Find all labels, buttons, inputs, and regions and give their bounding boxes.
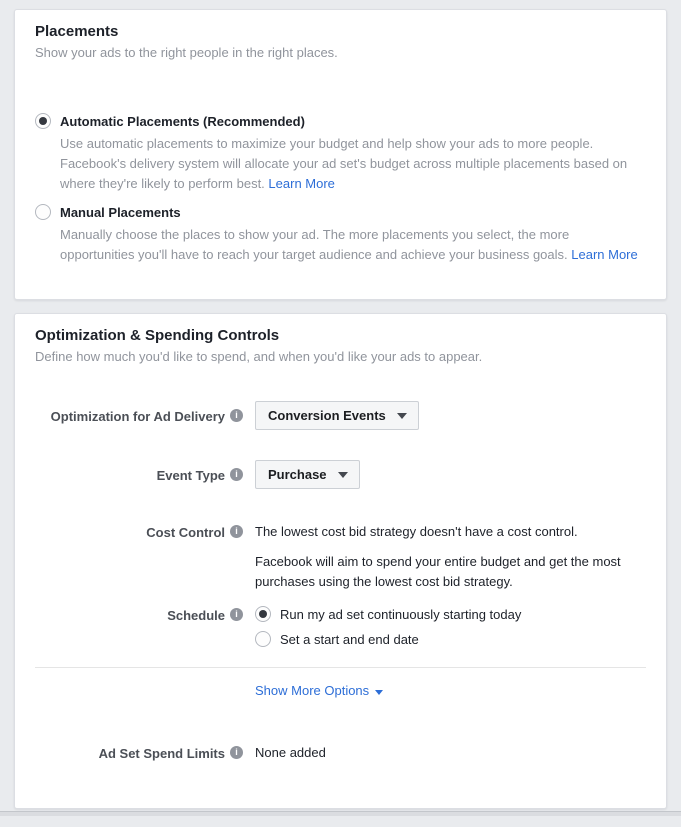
event-type-row bbox=[35, 460, 646, 489]
schedule-start-end-radio[interactable] bbox=[255, 631, 271, 647]
show-more-control bbox=[255, 682, 646, 700]
caret-down-icon bbox=[375, 690, 383, 695]
automatic-placements-option[interactable] bbox=[35, 113, 646, 129]
info-icon[interactable]: i bbox=[230, 525, 243, 538]
optimization-card bbox=[14, 313, 667, 809]
placements-subtitle: Show your ads to the right people in the right places. bbox=[35, 45, 338, 60]
ad-set-settings-page bbox=[0, 9, 681, 827]
ad-delivery-row bbox=[35, 401, 646, 430]
schedule-option-start-end[interactable] bbox=[255, 631, 646, 647]
placement-option-automatic bbox=[35, 113, 646, 194]
schedule-label: Schedule bbox=[167, 608, 225, 623]
automatic-placements-description bbox=[60, 134, 646, 194]
event-type-label-cell bbox=[35, 460, 243, 489]
info-icon[interactable]: i bbox=[230, 746, 243, 759]
spend-limits-row bbox=[35, 744, 646, 762]
cost-control-label: Cost Control bbox=[146, 525, 225, 540]
placement-option-manual bbox=[35, 204, 646, 265]
manual-placements-description bbox=[60, 225, 646, 265]
cost-control-line1: The lowest cost bid strategy doesn't have a cost control. bbox=[255, 524, 578, 539]
schedule-option-continuous[interactable] bbox=[255, 606, 646, 622]
learn-more-link[interactable]: Learn More bbox=[571, 247, 638, 262]
next-section-edge bbox=[0, 811, 681, 816]
show-more-spacer bbox=[35, 682, 243, 700]
placements-title: Placements bbox=[35, 23, 119, 40]
schedule-row bbox=[35, 606, 646, 647]
event-type-dropdown[interactable] bbox=[255, 460, 360, 489]
schedule-continuous-label: Run my ad set continuously starting today bbox=[280, 606, 522, 622]
show-more-options-link[interactable] bbox=[255, 682, 383, 700]
optimization-title: Optimization & Spending Controls bbox=[35, 327, 280, 344]
description-text: Manually choose the places to show your ad. The more placements you select, the more opportunities you'll have to reach your target audience and achieve your business goals. bbox=[60, 227, 570, 262]
caret-down-icon bbox=[338, 472, 348, 478]
description-text: Use automatic placements to maximize your budget and help show your ads to more people. Facebook's delivery system will allocate your ad set's budget across multiple placements based on where they're likely to perform best. bbox=[60, 136, 628, 191]
section-divider bbox=[35, 667, 646, 668]
ad-delivery-dropdown[interactable] bbox=[255, 401, 419, 430]
placements-card bbox=[14, 9, 667, 300]
event-type-value: Purchase bbox=[268, 467, 327, 482]
schedule-start-end-label: Set a start and end date bbox=[280, 631, 419, 647]
schedule-continuous-radio[interactable] bbox=[255, 606, 271, 622]
optimization-form bbox=[35, 401, 646, 762]
learn-more-link[interactable]: Learn More bbox=[268, 176, 335, 191]
cost-control-row bbox=[35, 523, 646, 592]
event-type-label: Event Type bbox=[156, 468, 225, 483]
info-icon[interactable]: i bbox=[230, 409, 243, 422]
cost-control-line2: Facebook will aim to spend your entire budget and get the most purchases using the lowest cost bid strategy. bbox=[255, 554, 621, 589]
cost-control-label-cell bbox=[35, 523, 243, 592]
ad-delivery-label-cell bbox=[35, 401, 243, 430]
automatic-placements-radio[interactable] bbox=[35, 113, 51, 129]
event-type-control bbox=[255, 460, 646, 489]
info-icon[interactable]: i bbox=[230, 608, 243, 621]
automatic-placements-label: Automatic Placements (Recommended) bbox=[60, 113, 305, 129]
caret-down-icon bbox=[397, 413, 407, 419]
optimization-subtitle: Define how much you'd like to spend, and when you'd like your ads to appear. bbox=[35, 349, 483, 364]
manual-placements-option[interactable] bbox=[35, 204, 646, 220]
show-more-label: Show More Options bbox=[255, 683, 370, 698]
manual-placements-radio[interactable] bbox=[35, 204, 51, 220]
ad-delivery-label: Optimization for Ad Delivery bbox=[50, 409, 225, 424]
spend-limits-value: None added bbox=[255, 745, 326, 760]
spend-limits-label-cell bbox=[35, 744, 243, 762]
cost-control-text bbox=[255, 523, 646, 592]
placement-options bbox=[35, 113, 646, 265]
ad-delivery-value: Conversion Events bbox=[268, 408, 386, 423]
info-icon[interactable]: i bbox=[230, 468, 243, 481]
spend-limits-label: Ad Set Spend Limits bbox=[98, 746, 225, 761]
schedule-options bbox=[255, 606, 646, 647]
schedule-label-cell bbox=[35, 606, 243, 647]
manual-placements-label: Manual Placements bbox=[60, 204, 181, 220]
show-more-row bbox=[35, 682, 646, 700]
ad-delivery-control bbox=[255, 401, 646, 430]
